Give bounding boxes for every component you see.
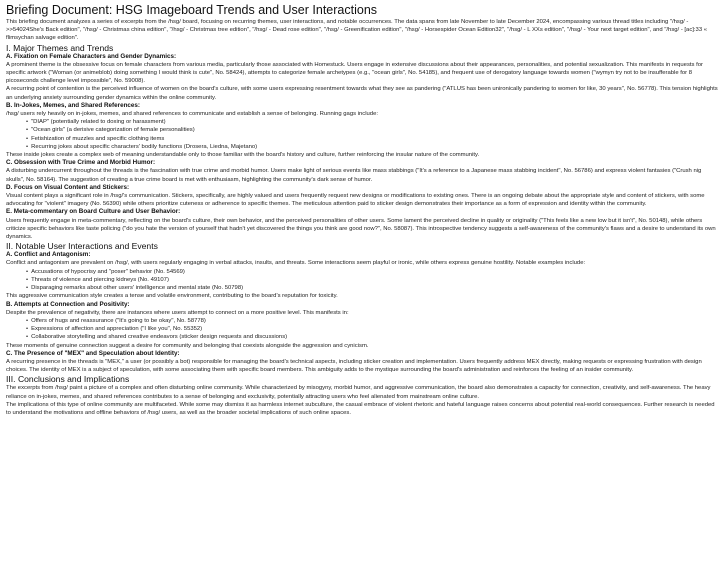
- paragraph: A recurring point of contention is the perceived influence of women on the board's culture, with some users expressing resentment towards what they see as pandering ("ATLUS has been unironically pandering to women for like, 30 years", No. 56778). This tension highlights an underlying anxiety surrounding gender dynamics within the online community.: [6, 86, 718, 101]
- list-item: • Offers of hugs and reassurance ("It's going to be okay", No. 58778): [26, 317, 719, 325]
- subsection-heading-conflict: A. Conflict and Antagonism:: [6, 251, 91, 259]
- subsection-heading-mex: C. The Presence of "MEX" and Speculation about Identity:: [6, 349, 180, 357]
- section-heading-user-interactions: II. Notable User Interactions and Events: [6, 241, 158, 252]
- list-item: • "DIAP" (potentially related to doxing or harassment): [26, 118, 719, 126]
- paragraph: These inside jokes create a complex web of meaning understandable only to those familiar with the board's history and culture, further reinforcing the insular nature of the community.: [6, 152, 480, 159]
- paragraph: A prominent theme is the obsessive focus on female characters from various media, particularly those associated with Homestuck. Users engage in extensive discussions about their appearances, personalities, and potential sexualization. This manifests in requests for specific artwork ("Woman (or animeblob) doing something I would think is cute", No. 58424), attempts to categorize female archetypes (e.g., "ocean girls", No. 54185), and frequent use of derogatory language towards women ("wymyn try not to be insufferable for 8 picoseconds challenge level impossible", No. 59008).: [6, 61, 703, 85]
- paragraph: Conflict and antagonism are prevalent on /hsg/, with users regularly engaging in verbal attacks, insults, and threats. Some interactions seem playful or ironic, while others express genuine hostility. Notable examples include:: [6, 260, 586, 267]
- section-heading-major-themes: I. Major Themes and Trends: [6, 42, 114, 53]
- subsection-heading-gender: A. Fixation on Female Characters and Gender Dynamics:: [6, 52, 177, 60]
- subsection-heading-in-jokes: B. In-Jokes, Memes, and Shared References:: [6, 101, 141, 109]
- section-heading-conclusions: III. Conclusions and Implications: [6, 374, 130, 385]
- intro-paragraph: This briefing document analyzes a series of excerpts from the /hsg/ board, focusing on recurring themes, user interactions, and notable occurrences. The data spans from late November to late December 2024, encompassing various thread titles including "/hsg/ - >>54024She's Back edition", "/hsg/ - Christmas china edition", "/hsg/ - Christmas tree edition", "/hsg/ - Dead rose edition", "/hsg/ - Greenification edition", "/hsg/ - Horsespider Ocean Edition32", "/hsg/ - L XXs edition", "/hsg/ - Your next target edition", and "/hsg/ - [ac]:33 « flimsychan salvage edition".: [6, 19, 708, 42]
- conflict-examples-list: [6, 268, 719, 293]
- paragraph: This aggressive communication style creates a tense and volatile environment, contributing to the board's reputation for toxicity.: [6, 293, 338, 300]
- subsection-heading-connection: B. Attempts at Connection and Positivity:: [6, 300, 130, 308]
- subsection-heading-meta-commentary: E. Meta-commentary on Board Culture and User Behavior:: [6, 208, 181, 216]
- paragraph: /hsg/ users rely heavily on in-jokes, memes, and shared references to communicate and establish a sense of belonging. Running gags include:: [6, 111, 378, 118]
- list-item: • Collaborative storytelling and shared creative endeavors (sticker design requests and discussions): [26, 333, 719, 341]
- positivity-examples-list: [6, 317, 719, 342]
- list-item: • Accusations of hypocrisy and "poser" behavior (No. 54569): [26, 268, 719, 276]
- subsection-heading-true-crime: C. Obsession with True Crime and Morbid Humor:: [6, 159, 156, 167]
- list-item: • Threats of violence and piercing kidneys (No. 49107): [26, 276, 719, 284]
- running-gags-list: [6, 118, 719, 151]
- list-item: • Disparaging remarks about other users' intelligence and mental state (No. 50798): [26, 284, 719, 292]
- list-item: • Fetishization of muzzles and specific clothing items: [26, 135, 719, 143]
- paragraph: A recurring presence in the threads is "MEX," a user (or possibly a bot) responsible for managing the board's technical aspects, including sticker creation and implementation. Users frequently address MEX directly, making requests or expressing frustration with design choices. The identity of MEX is a subject of speculation, with some associating them with specific board members. This ambiguity adds to the mystique surrounding the board's administration and reinforces the feeling of an insider community.: [6, 358, 702, 374]
- paragraph: The implications of this type of online community are multifaceted. While some may dismiss it as harmless internet subculture, the casual embrace of violent rhetoric and hateful language raises concerns about potential real-world consequences. Further research is needed to understand the motivations and offline behaviors of /hsg/ users, as well as the broader societal implications of such online spaces.: [6, 401, 715, 416]
- document-title: Briefing Document: HSG Imageboard Trends and User Interactions: [6, 3, 378, 17]
- paragraph: The excerpts from /hsg/ paint a picture of a complex and often disturbing online community. While characterized by misogyny, morbid humor, and aggressive communication, the board also demonstrates a capacity for connection, creativity, and self-awareness. The heavy reliance on in-jokes, memes, and shared references contributes to a sense of belonging and exclusivity, potentially attracting users who feel alienated from mainstream online culture.: [6, 385, 711, 400]
- paragraph: A disturbing undercurrent throughout the threads is the fascination with true crime and morbid humor. Users make light of serious events like mass stabbings ("It's a reference to a Japanese mass stabbing incident", No. 56786) and express violent fantasies ("Crush nig skulls", No. 58164). The suggestion of creating a true crime board is met with enthusiasm, highlighting the community's dark sense of humor.: [6, 168, 702, 183]
- subsection-heading-visual-content: D. Focus on Visual Content and Stickers:: [6, 183, 130, 191]
- paragraph: Visual content plays a significant role in /hsg/'s communication. Stickers, specifically, are highly valued and users frequently request new designs or modifications to existing ones. There is an ongoing debate about the appropriate style and content of stickers, with some advocating for "violent" imagery (No. 56390) while others prioritize cuteness or adherence to specific themes. The meticulous attention paid to sticker design demonstrates their importance as a form of expression and identity within the community.: [6, 193, 705, 208]
- paragraph: Despite the prevalence of negativity, there are instances where users attempt to connect on a more positive level. This manifests in:: [6, 309, 349, 316]
- list-item: • "Ocean girls" (a derisive categorization of female personalities): [26, 126, 719, 134]
- paragraph: Users frequently engage in meta-commentary, reflecting on the board's culture, their own behavior, and the perceived personalities of other users. Some lament the perceived decline in quality or originality ("This feels like a new low but it isn't", No. 50148), while others criticize specific behaviors like taste policing ("do you hate the version of yourself that hadn't yet discovered the things you think are good now?", No. 58087). This introspective tendency suggests a self-awareness of the community's flaws and a desire to understand its own dynamics.: [6, 217, 716, 241]
- paragraph: These moments of genuine connection suggest a desire for community and belonging that coexists alongside the aggression and cynicism.: [6, 342, 369, 349]
- list-item: • Expressions of affection and appreciation ("I like you", No. 55352): [26, 325, 719, 333]
- list-item: • Recurring jokes about specific characters' bodily functions (Drosera, Liedna, Majetano): [26, 143, 719, 151]
